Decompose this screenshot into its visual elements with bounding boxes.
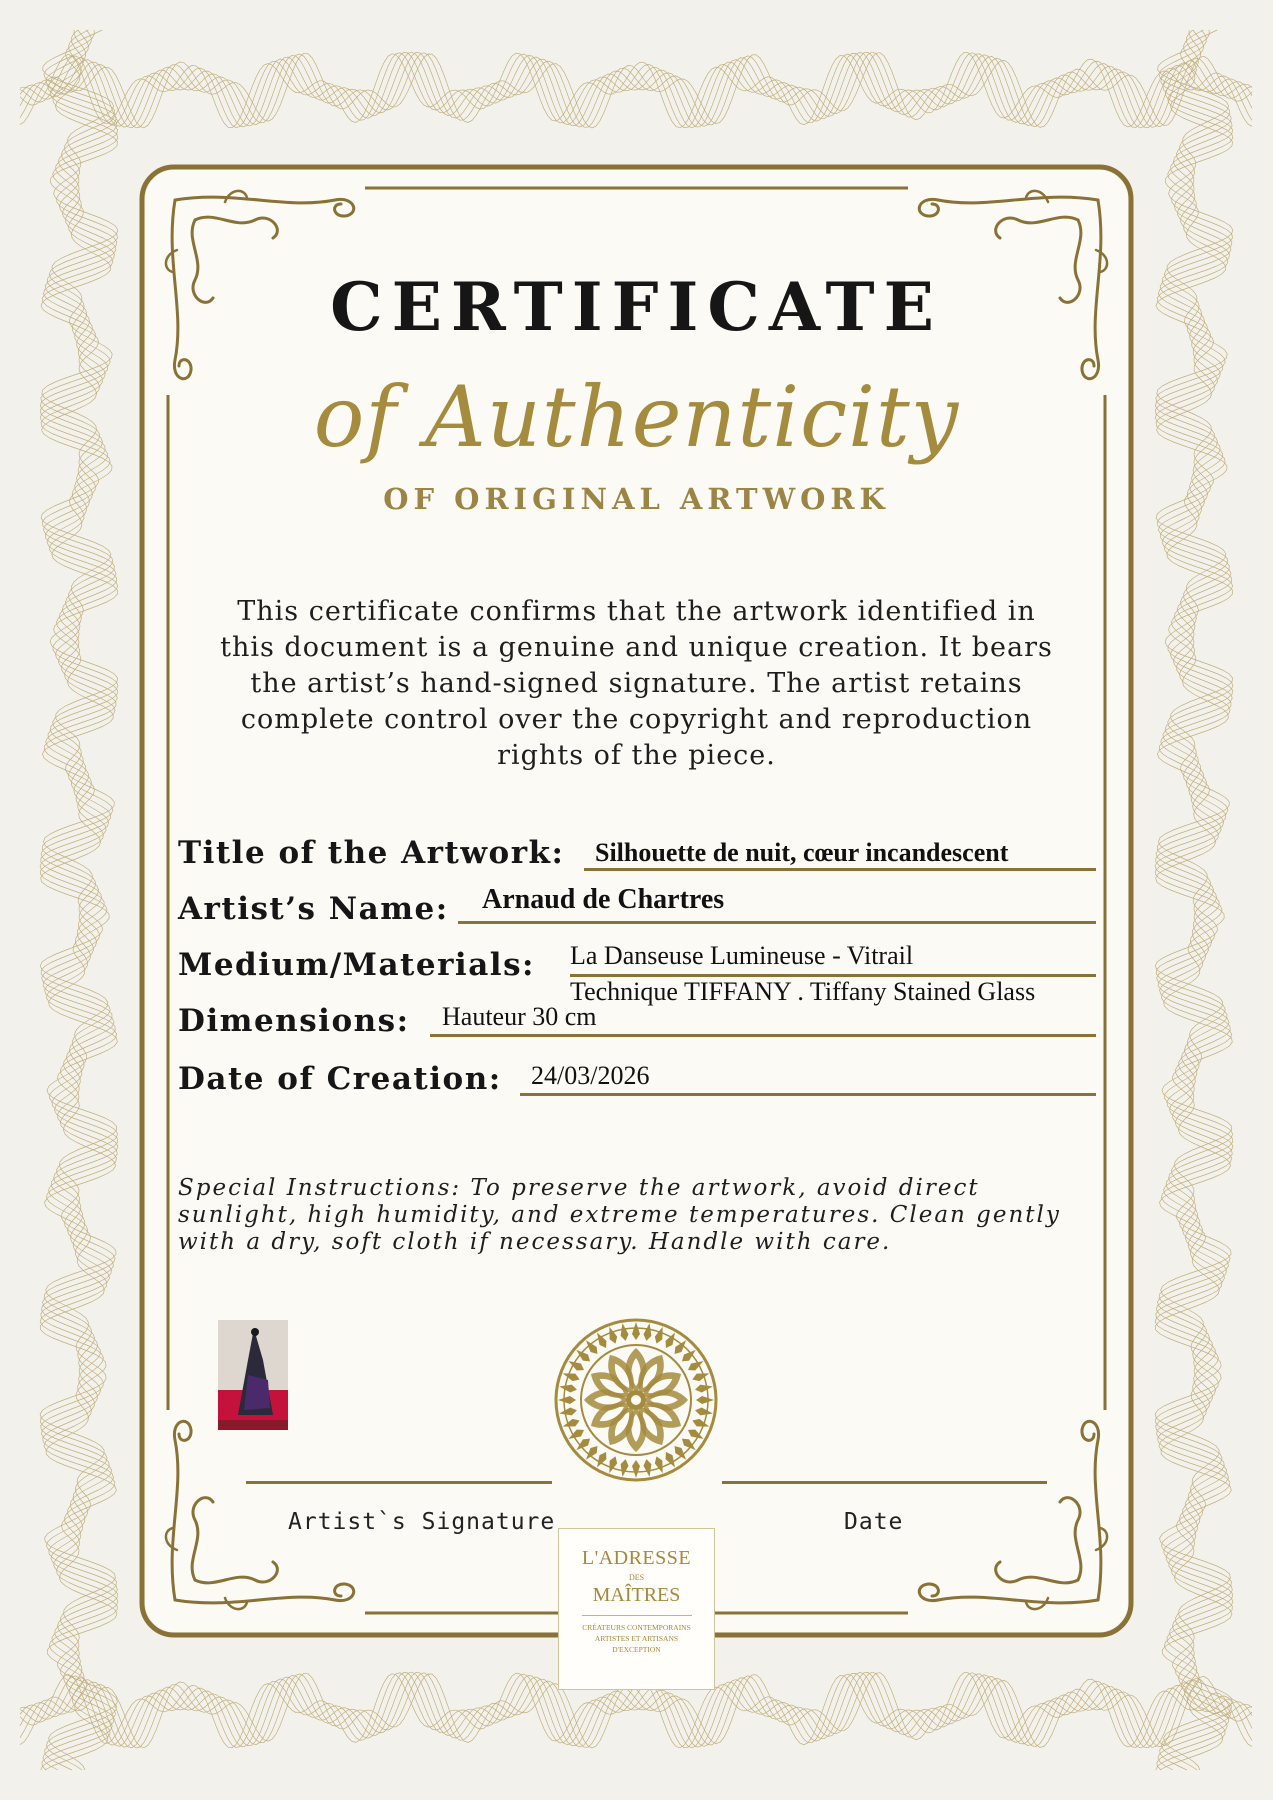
dimensions-label: Dimensions: xyxy=(178,1003,410,1039)
mandala-medallion xyxy=(553,1317,719,1483)
intro-line: complete control over the copyright and reproduction xyxy=(240,704,1033,735)
medium-value-line1: La Danseuse Lumineuse - Vitrail xyxy=(570,941,914,970)
intro-line: the artist’s hand-signed signature. The artist retains xyxy=(250,668,1023,699)
artist-name-label: Artist’s Name: xyxy=(178,891,449,927)
medium-label: Medium/Materials: xyxy=(178,947,535,983)
dimensions-underline xyxy=(430,1034,1096,1037)
artist-name-value: Arnaud de Chartres xyxy=(482,884,725,915)
stamp-line1: L'ADRESSE xyxy=(581,1547,692,1569)
certificate-title: CERTIFICATE xyxy=(330,268,943,346)
title-underline xyxy=(584,868,1096,871)
gallery-stamp xyxy=(558,1528,715,1690)
dimensions-value: Hauteur 30 cm xyxy=(442,1002,597,1031)
date-of-creation-underline xyxy=(520,1093,1096,1096)
stamp-line2: DES xyxy=(628,1573,645,1582)
intro-paragraph xyxy=(180,594,1093,774)
date-of-creation-label: Date of Creation: xyxy=(178,1061,502,1097)
instructions-line: Special Instructions: To preserve the artwork, avoid direct xyxy=(178,1175,980,1201)
stamp-divider xyxy=(582,1615,692,1616)
date-of-creation-value: 24/03/2026 xyxy=(531,1061,650,1090)
artist-signature-label: Artist`s Signature xyxy=(288,1509,556,1535)
artist-name-underline xyxy=(458,921,1096,924)
intro-line: this document is a genuine and unique creation. It bears xyxy=(220,632,1053,663)
title-label: Title of the Artwork: xyxy=(178,835,565,871)
certificate-script-title: of Authenticity xyxy=(313,368,960,466)
intro-line: rights of the piece. xyxy=(497,740,776,771)
instructions-line: with a dry, soft cloth if necessary. Handle with care. xyxy=(178,1229,892,1255)
artist-signature-line xyxy=(246,1481,552,1484)
title-value: Silhouette de nuit, cœur incandescent xyxy=(595,838,1009,867)
artwork-thumbnail xyxy=(218,1320,288,1430)
medium-value-line2: Technique TIFFANY . Tiffany Stained Glass xyxy=(570,977,1036,1006)
certificate-subtitle: OF ORIGINAL ARTWORK xyxy=(383,482,890,516)
date-signature-line xyxy=(722,1481,1047,1484)
intro-line: This certificate confirms that the artwork identified in xyxy=(237,596,1036,627)
stamp-line3: MAÎTRES xyxy=(592,1584,681,1606)
instructions-line: sunlight, high humidity, and extreme temperatures. Clean gently xyxy=(178,1202,1061,1228)
stamp-tagline: CRÉATEURS CONTEMPORAINS ARTISTES ET ARTISANS D'EXCEPTION xyxy=(582,1623,691,1654)
special-instructions xyxy=(178,1175,1098,1256)
date-label: Date xyxy=(844,1509,904,1535)
